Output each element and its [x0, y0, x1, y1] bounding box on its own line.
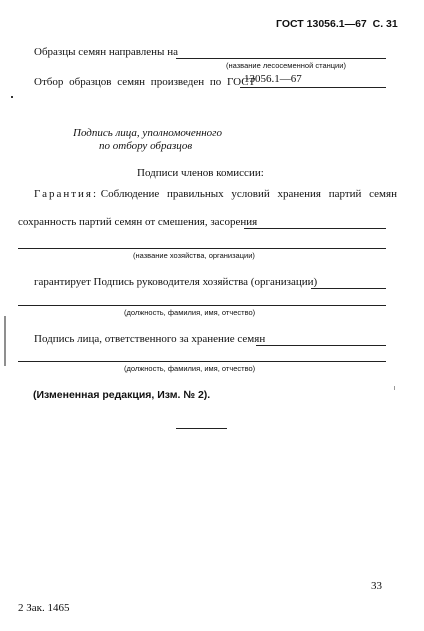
- guarantee-text: Соблюдение правильных условий хранения партий семян: [100, 188, 397, 200]
- storage-fill-line: [256, 345, 386, 346]
- organization-caption: (название хозяйства, организации): [133, 251, 255, 260]
- scan-margin-mark: [4, 316, 6, 366]
- authorized-signature-line2: по отбору образцов: [99, 140, 193, 152]
- edition-note: (Измененная редакция, Изм. № 2).: [33, 389, 211, 401]
- guarantor-label: гарантирует Подпись руководителя хозяйства (организации): [34, 276, 318, 288]
- guarantor-fill-line: [311, 288, 386, 289]
- scan-dot: [11, 96, 13, 98]
- station-name-caption: (название лесосеменной станции): [226, 61, 346, 70]
- gost-value: 13056.1—67: [244, 73, 302, 85]
- page-label: С. 31: [372, 18, 398, 30]
- commission-signatures-title: Подписи членов комиссии:: [137, 167, 264, 179]
- seeds-sent-label: Образцы семян направлены на: [34, 46, 178, 58]
- organization-line: [18, 248, 386, 249]
- guarantor-name-line: [18, 305, 386, 306]
- storage-signature-label: Подпись лица, ответственного за хранение семян: [34, 333, 266, 345]
- end-separator: [176, 428, 227, 429]
- guarantee-fill-line: [244, 228, 386, 229]
- guarantor-caption: (должность, фамилия, имя, отчество): [124, 308, 256, 317]
- document-header: [276, 18, 398, 30]
- station-name-line: [176, 58, 386, 59]
- storage-name-line: [18, 361, 386, 362]
- print-order-footer: 2 Зак. 1465: [18, 602, 70, 614]
- scan-tick: [394, 386, 395, 390]
- authorized-signature-line1: Подпись лица, уполномоченного: [73, 127, 222, 139]
- guarantee-line2: сохранность партий семян от смешения, засорения: [18, 216, 258, 228]
- guarantee-word: Гарантия:: [34, 188, 99, 200]
- gost-line: [240, 87, 386, 88]
- storage-caption: (должность, фамилия, имя, отчество): [124, 364, 256, 373]
- standard-number: ГОСТ 13056.1—67: [276, 18, 367, 30]
- guarantee-row: [34, 188, 397, 200]
- page-number: 33: [371, 580, 382, 592]
- sampling-label: Отбор образцов семян произведен по ГОСТ: [34, 76, 256, 88]
